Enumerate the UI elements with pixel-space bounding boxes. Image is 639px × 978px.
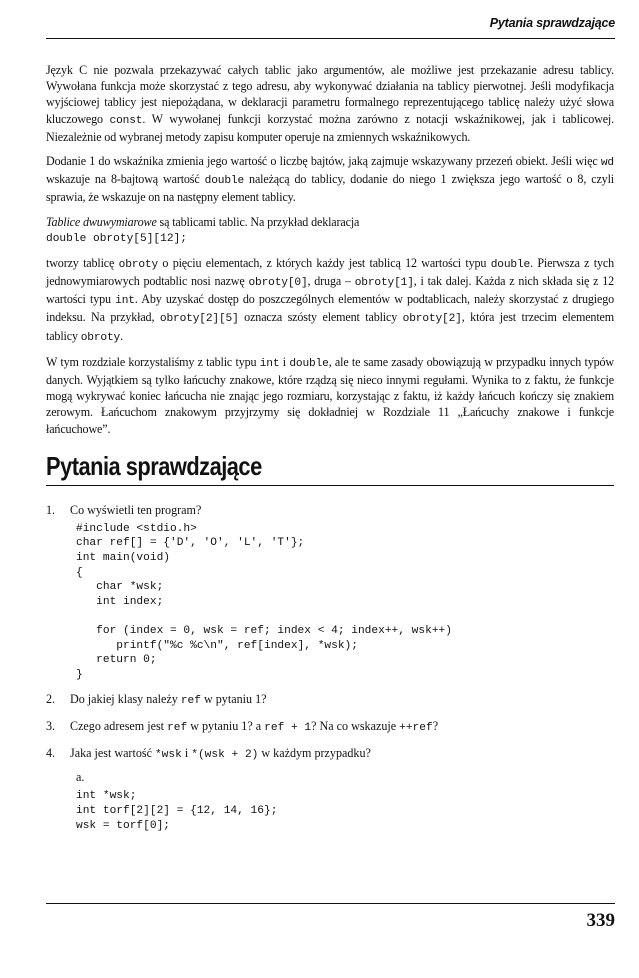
paragraph-subarrays: tworzy tablicę obroty o pięciu elementach, z których każdy jest tablicą 12 wartości typu double. Pierwsza z tych jednowymiarowych podtablic nosi nazwę obroty[0], druga – obroty[1], i tak dalej. Każda z nich składa się z 12 wartości typu int. Aby uzyskać dostęp do poszczególnych elementów w podtablicach, należy skorzystać z drugiego indeksu. Na przykład, obroty[2][5] oznacza szósty element tablicy obroty[2], która jest trzecim elementem tablicy obroty.: [46, 255, 615, 344]
question-item-4: 4. Jaka jest wartość *wsk i *(wsk + 2) w każdym przypadku? a. int *wsk; int torf[2][2] = {12, 14, 16}; wsk = torf[0];: [46, 745, 614, 833]
question-list: [46, 502, 614, 833]
question-number: 1.: [46, 502, 56, 517]
question-item-1: [46, 502, 614, 683]
code-listing: int *wsk; int torf[2][2] = {12, 14, 16}; wsk = torf[0];: [76, 790, 278, 832]
inline-code: obroty[1]: [354, 277, 414, 290]
section-title: Pytania sprawdzające: [46, 450, 262, 481]
question-number: 4.: [46, 746, 56, 761]
header-rule: [46, 38, 615, 39]
paragraph-array-arguments: Język C nie pozwala przekazywać całych tablic jako argumentów, ale możliwe jest przekazanie adresu tablicy. Wywołana funkcja może skorzystać z tego adresu, aby wykonywać działania na tablicy pierwotnej. Jeśli modyfikacja wyjściowej tablicy jest niepożądana, w deklaracji parametru formalnego reprezentującego tablicę należy użyć słowa kluczowego const. W wywołanej funkcji korzystać można zarówno z notacji wskaźnikowej, jak i tablicowej. Niezależnie od wybranej metody zapisu komputer operuje na zmiennych wskaźnikowych.: [46, 63, 614, 144]
inline-code: obroty[2]: [402, 313, 462, 326]
code-listing: #include <stdio.h> char ref[] = {'D', 'O', 'L', 'T'}; int main(void) { char *wsk; int index; for (index = 0, wsk = ref; index < 4; index++, wsk++) printf("%c %c\n", ref[index], *wsk); return 0; }: [76, 522, 452, 681]
inline-code: *wsk: [154, 749, 182, 762]
paragraph-summary: W tym rozdziale korzystaliśmy z tablic typu int i double, ale te same zasady obowiązują w przypadku innych typów danych. Wyjątkiem są tylko łańcuchy znakowe, które rządzą się nieco innymi regułami. Wynika to z faktu, że funkcje mogą wykrywać koniec łańcucha nie znając jego rozmiaru, korzystając z faktu, iż każdy łańcuch kończy się znakiem zerowym. Łańcuchom znakowym przyjrzymy się dokładniej w Rozdziale 11 „Łańcuchy znakowe i funkcje łańcuchowe”.: [46, 354, 614, 436]
inline-code: ++ref: [399, 722, 433, 735]
sub-question-label: a.: [76, 770, 85, 785]
running-head: Pytania sprawdzające: [489, 16, 615, 30]
question-number: 3.: [46, 719, 56, 734]
question-item-3: 3. Czego adresem jest ref w pytaniu 1? a ref + 1? Na co wskazuje ++ref?: [46, 719, 439, 735]
page-number: 339: [586, 910, 615, 931]
inline-code: obroty: [118, 258, 159, 271]
inline-code: wd: [600, 157, 614, 170]
inline-code: ref: [180, 695, 201, 708]
inline-code: obroty[2][5]: [159, 313, 239, 326]
question-item-2: 2. Do jakiej klasy należy ref w pytaniu 1?: [46, 692, 267, 708]
inline-code: const: [109, 114, 143, 127]
footer-rule: [46, 903, 615, 904]
inline-code: int: [259, 357, 280, 370]
inline-code: ref: [167, 722, 188, 735]
question-number: 2.: [46, 692, 56, 707]
section-rule: [46, 485, 614, 486]
inline-code: obroty: [80, 331, 121, 344]
inline-code: double: [490, 258, 531, 271]
inline-code: double: [289, 357, 329, 370]
inline-code: *(wsk + 2): [191, 749, 259, 762]
inline-code: obroty[0]: [248, 277, 308, 290]
inline-code: double: [204, 175, 245, 188]
inline-code: ref + 1: [264, 722, 312, 735]
paragraph-pointer-arithmetic: Dodanie 1 do wskaźnika zmienia jego wartość o liczbę bajtów, jaką zajmuje wskazywany przezeń obiekt. Jeśli więc wd wskazuje na 8-bajtową wartość double należącą do tablicy, dodanie do niego 1 zwiększa jego wartość o 8, czyli sprawia, że wskazuje on na następny element tablicy.: [46, 154, 614, 205]
question-text: Co wyświetli ten program?: [70, 502, 202, 517]
inline-code: int: [115, 295, 135, 308]
page-content: [46, 62, 614, 842]
declaration-code: double obroty[5][12];: [46, 232, 187, 245]
paragraph-2d-arrays: Tablice dwuwymiarowe są tablicami tablic. Na przykład deklaracja: [46, 214, 360, 229]
